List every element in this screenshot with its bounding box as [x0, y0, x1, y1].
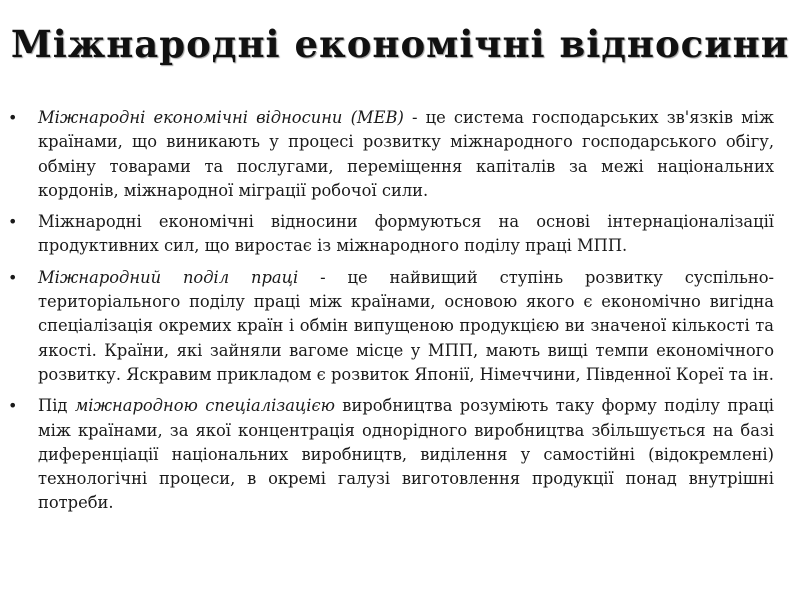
bullet-term: міжнародною спеціалізацією [74, 396, 335, 416]
bullet-text: - це найвищий ступінь розвитку суспільно-територіального поділу праці між країнами, основою якого є економічно вигідна спеціалізація окремих країн і обмін випущеною продукцією ви значеної кількості та якості. Країни, які зайняли вагоме місце у МПП, мають вищі темпи економічного розвитку. Яскравим прикладом є розвиток Японії, Німеччини, Південної Кореї та ін. [38, 267, 774, 384]
bullet-item-meb-formation [8, 210, 774, 259]
bullet-text: - це система господарських зв'язків між країнами, що виникають у процесі розвитку міжнародного господарського обігу, обміну товарами та послугами, переміщення капіталів за межі національних кордонів, міжнародної міграції робочої сили. [38, 108, 774, 200]
bullet-item-meb-definition [8, 106, 774, 203]
bullet-term: Міжнародні економічні відносини (МЕВ) [38, 108, 404, 127]
bullet-prefix: Під [38, 396, 75, 416]
bullet-list [8, 106, 774, 523]
slide-title: Міжнародні економічні відносини [10, 22, 790, 66]
bullet-icon: • [8, 396, 18, 416]
bullet-text: виробництва розуміють таку форму поділу праці між країнами, за якої концентрація однорідного виробництва збільшується на базі диференціації національних виробництв, виділення у самостійні (відокремлені) технологічні процеси, в окремі галузі виготовлення продукції понад внутрішні потреби. [38, 396, 775, 513]
bullet-item-specialization [8, 394, 774, 515]
bullet-term: Міжнародний поділ праці [38, 267, 299, 287]
bullet-icon: • [8, 212, 18, 232]
bullet-icon: • [8, 108, 18, 127]
bullet-icon: • [8, 267, 18, 287]
bullet-item-division-of-labour [8, 266, 774, 387]
bullet-text: Міжнародні економічні відносини формуються на основі інтернаціоналізації продуктивних сил, що виростає із міжнародного поділу праці МПП. [38, 212, 774, 256]
